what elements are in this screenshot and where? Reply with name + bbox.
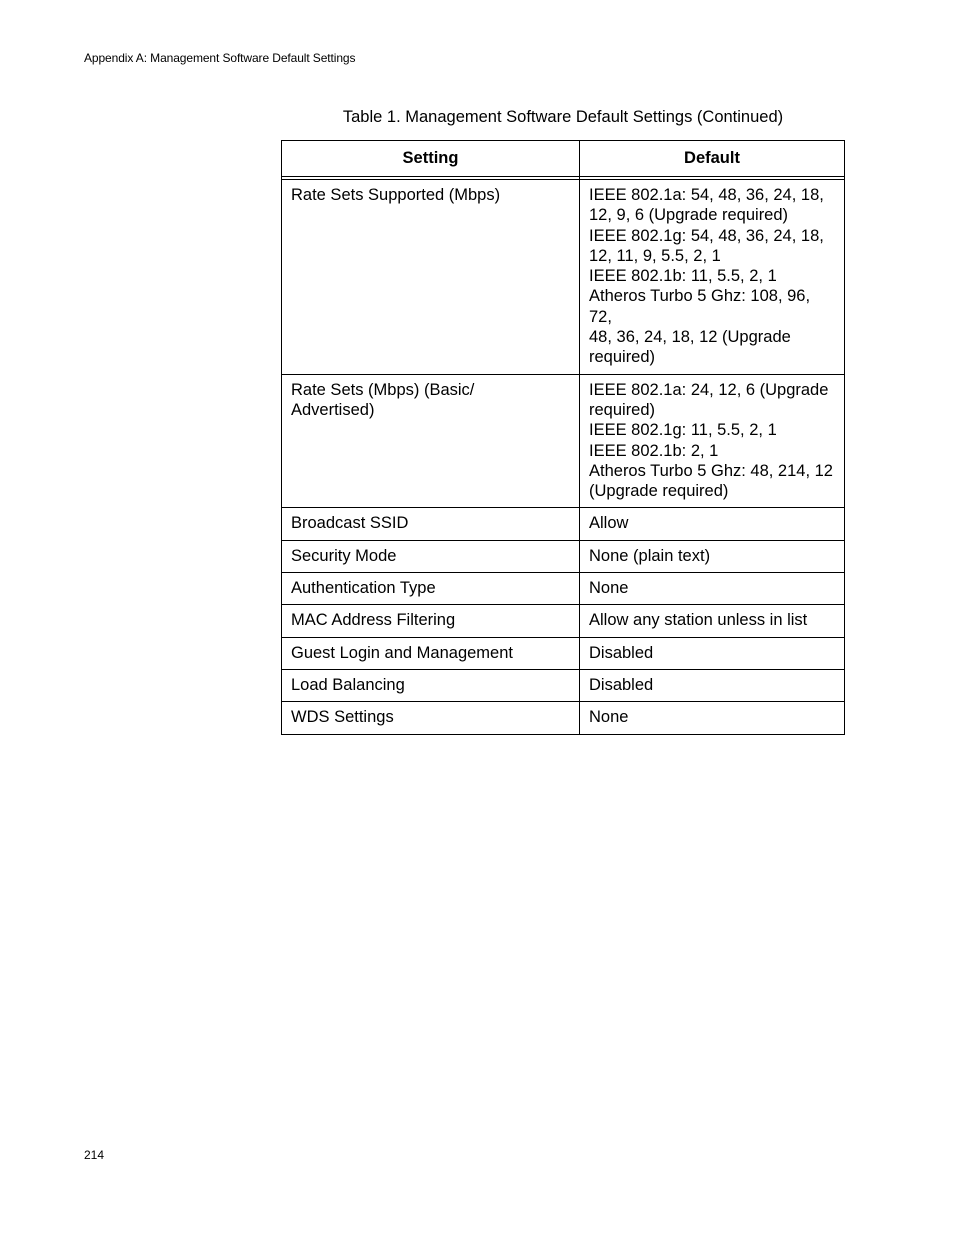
column-header-setting: Setting <box>282 141 580 177</box>
default-text: IEEE 802.1g: 11, 5.5, 2, 1 <box>589 421 777 440</box>
default-text: 12, 11, 9, 5.5, 2, 1 <box>589 246 721 265</box>
table-header <box>282 141 845 180</box>
page-number: 214 <box>84 1148 105 1162</box>
default-text: None <box>589 579 629 598</box>
table-row <box>282 374 845 508</box>
table-body <box>282 180 845 735</box>
default-cell <box>580 573 845 605</box>
default-cell <box>580 374 845 508</box>
default-text: 48, 36, 24, 18, 12 (Upgrade <box>589 328 791 347</box>
default-cell <box>580 605 845 637</box>
table-row <box>282 637 845 669</box>
default-cell <box>580 508 845 540</box>
setting-cell <box>282 540 580 572</box>
default-cell <box>580 540 845 572</box>
table-row <box>282 573 845 605</box>
setting-cell <box>282 180 580 375</box>
setting-cell <box>282 637 580 669</box>
setting-cell <box>282 374 580 508</box>
table-row <box>282 180 845 375</box>
setting-cell <box>282 573 580 605</box>
default-text: IEEE 802.1b: 11, 5.5, 2, 1 <box>589 267 777 286</box>
default-cell <box>580 702 845 734</box>
default-text: Allow <box>589 514 629 533</box>
default-cell <box>580 180 845 375</box>
setting-text: Advertised) <box>291 400 375 419</box>
running-header: Appendix A: Management Software Default Settings <box>84 51 356 65</box>
default-text: None (plain text) <box>589 546 711 565</box>
default-text: Allow any station unless in list <box>589 611 808 630</box>
setting-text: Rate Sets Supported (Mbps) <box>291 186 501 204</box>
default-text: Disabled <box>589 675 654 694</box>
default-cell <box>580 669 845 701</box>
default-text: Disabled <box>589 643 654 662</box>
table-row <box>282 605 845 637</box>
setting-text: Rate Sets (Mbps) (Basic/ <box>291 380 475 399</box>
table-row <box>282 508 845 540</box>
setting-text: Authentication Type <box>291 579 436 598</box>
setting-cell <box>282 702 580 734</box>
setting-text: MAC Address Filtering <box>291 611 456 630</box>
default-text: IEEE 802.1g: 54, 48, 36, 24, 18, <box>589 226 824 245</box>
table-row <box>282 669 845 701</box>
setting-text: Guest Login and Management <box>291 643 513 662</box>
setting-text: WDS Settings <box>291 708 394 727</box>
default-text: Atheros Turbo 5 Ghz: 108, 96, 72, <box>589 287 811 326</box>
default-text: Atheros Turbo 5 Ghz: 48, 214, 12 <box>589 461 833 480</box>
setting-cell <box>282 508 580 540</box>
default-text: None <box>589 708 629 727</box>
default-text: (Upgrade required) <box>589 482 729 501</box>
default-text: required) <box>589 348 656 367</box>
setting-text: Load Balancing <box>291 675 405 694</box>
table-row <box>282 540 845 572</box>
column-header-default: Default <box>580 141 845 177</box>
default-text: IEEE 802.1a: 24, 12, 6 (Upgrade <box>589 380 829 399</box>
setting-cell <box>282 669 580 701</box>
default-text: IEEE 802.1a: 54, 48, 36, 24, 18, <box>589 186 824 204</box>
default-text: required) <box>589 400 656 419</box>
default-text: IEEE 802.1b: 2, 1 <box>589 441 719 460</box>
table-caption: Table 1. Management Software Default Settings (Continued) <box>342 108 784 126</box>
table-row <box>282 702 845 734</box>
setting-text: Security Mode <box>291 546 397 565</box>
default-text: 12, 9, 6 (Upgrade required) <box>589 206 789 225</box>
table-header-row <box>282 141 845 177</box>
default-settings-table <box>281 140 845 735</box>
setting-text: Broadcast SSID <box>291 514 409 533</box>
default-cell <box>580 637 845 669</box>
setting-cell <box>282 605 580 637</box>
